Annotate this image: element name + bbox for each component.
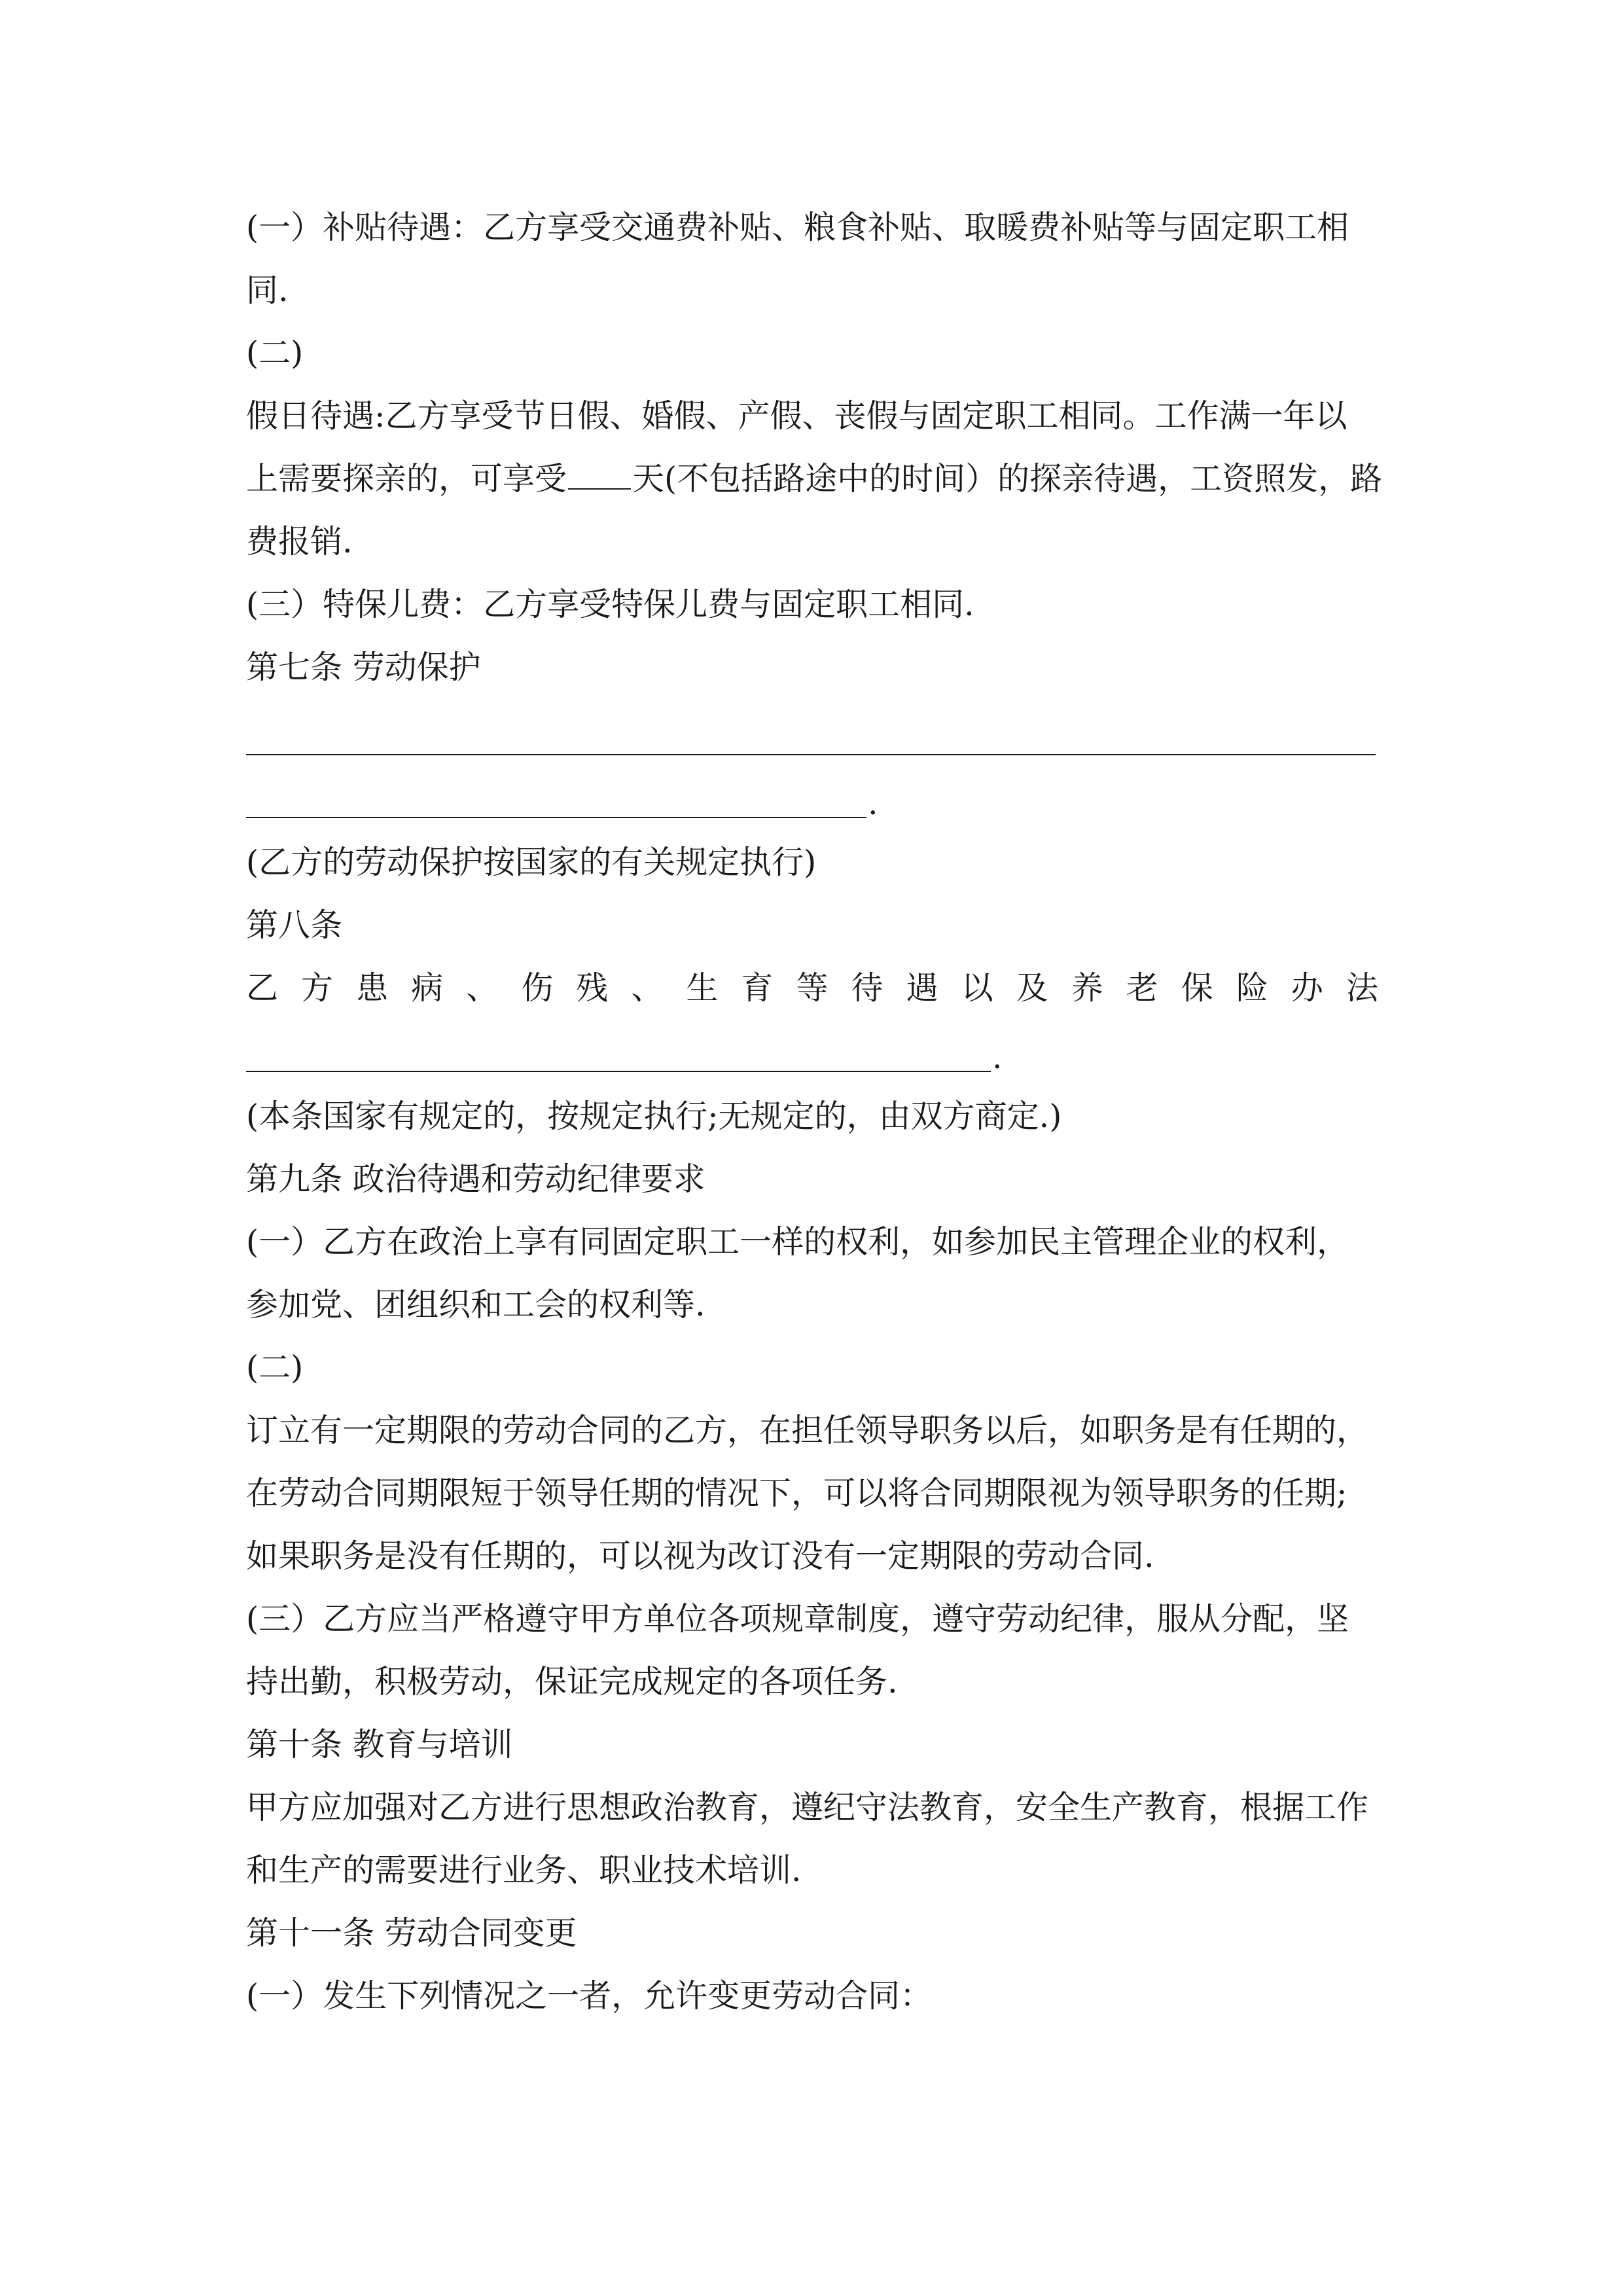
fill-in-line-article-7-2 [246,817,866,818]
article-8-char: 遇 [906,969,938,1007]
clause-9-1-line-2: 参加党、团组织和工会的权利等. [246,1286,705,1323]
article-8-char: 办 [1291,969,1323,1007]
fill-in-line-article-8 [246,1071,991,1072]
article-8-char: 乙 [246,969,279,1007]
clause-6-2-number: (二) [246,334,304,372]
article-8-char: 生 [686,969,719,1007]
clause-11-1: (一）发生下列情况之一者，允许变更劳动合同： [246,1977,933,2015]
article-8-char: 老 [1126,969,1158,1007]
article-8-char: 伤 [521,969,554,1007]
clause-9-1-line-1: (一）乙方在政治上享有同固定职工一样的权利，如参加民主管理企业的权利， [246,1223,1349,1261]
fill-in-blank-days [568,459,631,490]
fill-in-line-article-8-end: . [992,1039,1003,1076]
article-8-char: 保 [1181,969,1213,1007]
article-9-heading: 第九条 政治待遇和劳动纪律要求 [246,1160,705,1198]
clause-9-2-number: (二) [246,1349,304,1386]
article-8-char: 以 [961,969,993,1007]
clause-6-1-line-2: 同. [246,272,289,309]
article-8-char: 方 [301,969,334,1007]
clause-6-2-line-1: 假日待遇:乙方享受节日假、婚假、产假、丧假与固定职工相同。工作满一年以 [246,397,1347,435]
clause-6-2-line-3: 费报销. [246,523,353,560]
article-7-heading: 第七条 劳动保护 [246,649,481,686]
clause-9-2-line-2: 在劳动合同期限短于领导任期的情况下，可以将合同期限视为领导职务的任期; [246,1475,1347,1512]
clause-6-2-text-before-blank: 上需要探亲的，可享受 [246,460,567,497]
clause-9-2-line-3: 如果职务是没有任期的，可以视为改订没有一定期限的劳动合同. [246,1537,1154,1575]
article-11-heading: 第十一条 劳动合同变更 [246,1914,577,1952]
article-8-char: 患 [356,969,389,1007]
article-8-note: (本条国家有规定的，按规定执行;无规定的，由双方商定.) [246,1098,1062,1135]
article-8-char: 、 [631,969,664,1007]
clause-9-2-line-1: 订立有一定期限的劳动合同的乙方，在担任领导职务以后，如职务是有任期的， [246,1412,1369,1449]
article-10-line-2: 和生产的需要进行业务、职业技术培训. [246,1852,802,1889]
clause-6-1-line-1: (一）补贴待遇：乙方享受交通费补贴、粮食补贴、取暖费补贴等与固定职工相 [246,209,1349,246]
article-8-char: 及 [1016,969,1048,1007]
article-8-heading: 第八条 [246,906,343,944]
clause-6-2-text-after-blank: 天(不包括路途中的时间）的探亲待遇，工资照发，路 [632,460,1383,497]
article-8-char: 险 [1236,969,1268,1007]
clause-9-3-line-2: 持出勤，积极劳动，保证完成规定的各项任务. [246,1663,898,1700]
article-10-heading: 第十条 教育与培训 [246,1726,513,1763]
article-8-char: 养 [1071,969,1103,1007]
fill-in-line-article-7-1 [246,754,1376,755]
article-8-char: 育 [741,969,774,1007]
article-8-line-1 [246,969,1378,1008]
article-10-line-1: 甲方应加强对乙方进行思想政治教育，遵纪守法教育，安全生产教育，根据工作 [246,1789,1369,1826]
clause-6-2-line-2 [246,459,1383,499]
article-8-char: 、 [466,969,499,1007]
article-8-char: 病 [411,969,444,1007]
article-8-char: 残 [576,969,609,1007]
article-8-char: 等 [796,969,829,1007]
clause-6-3: (三）特保儿费：乙方享受特保儿费与固定职工相同. [246,586,974,623]
clause-9-3-line-1: (三）乙方应当严格遵守甲方单位各项规章制度，遵守劳动纪律，服从分配，坚 [246,1600,1349,1638]
article-8-char: 待 [851,969,883,1007]
article-7-note: (乙方的劳动保护按国家的有关规定执行) [246,844,817,881]
fill-in-line-article-7-end: . [868,785,878,822]
article-8-char: 法 [1346,969,1378,1007]
